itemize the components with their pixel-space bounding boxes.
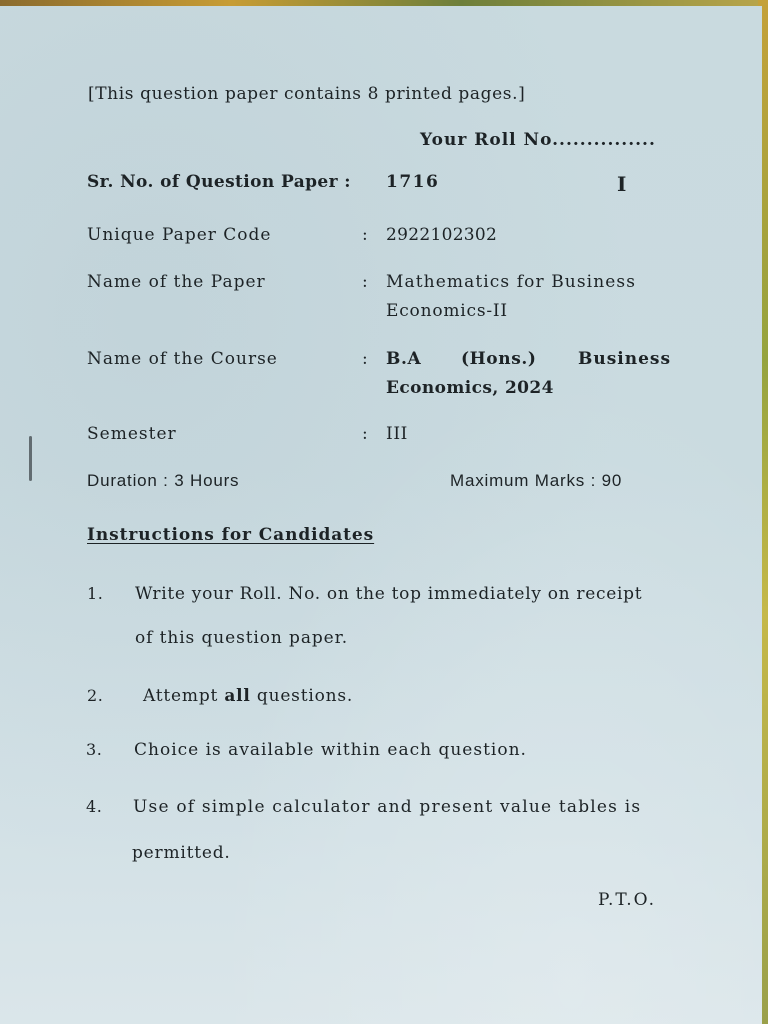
pages-note: [This question paper contains 8 printed pages.] bbox=[88, 84, 526, 104]
paper-name-label: Name of the Paper bbox=[87, 272, 266, 292]
instruction-4-line1: Use of simple calculator and present value tables is bbox=[133, 797, 642, 817]
duration: Duration : 3 Hours bbox=[87, 471, 240, 490]
detail-separator: : bbox=[362, 424, 369, 444]
instruction-1-line1: Write your Roll. No. on the top immediately on receipt bbox=[135, 584, 643, 604]
pen-mark bbox=[29, 436, 32, 481]
detail-separator: : bbox=[362, 272, 369, 292]
set-indicator: I bbox=[617, 172, 627, 196]
instruction-1-line2: of this question paper. bbox=[135, 628, 349, 648]
instruction-4-line2: permitted. bbox=[132, 843, 231, 863]
paper-name-line1: Mathematics for Business bbox=[386, 272, 637, 292]
unique-paper-code-value: 2922102302 bbox=[386, 225, 498, 245]
course-name-degree: B.A bbox=[386, 349, 422, 369]
please-turn-over: P.T.O. bbox=[598, 890, 656, 910]
course-name-hons: (Hons.) bbox=[461, 349, 537, 369]
instruction-2-pre: Attempt bbox=[143, 686, 225, 706]
instruction-number: 3. bbox=[86, 740, 103, 759]
instruction-3: Choice is available within each question. bbox=[134, 740, 527, 760]
instruction-number: 4. bbox=[86, 797, 103, 816]
roll-number-field: Your Roll No............... bbox=[420, 130, 656, 150]
instruction-2-post: questions. bbox=[250, 686, 354, 706]
maximum-marks: Maximum Marks : 90 bbox=[450, 471, 623, 490]
instruction-2-emphasis: all bbox=[224, 686, 251, 706]
instruction-number: 1. bbox=[87, 584, 104, 603]
paper-name-line2: Economics-II bbox=[386, 301, 508, 321]
course-name-subject: Business bbox=[578, 349, 672, 369]
detail-separator: : bbox=[362, 225, 369, 245]
course-name-line2: Economics, 2024 bbox=[386, 378, 554, 398]
question-paper-page bbox=[0, 6, 762, 1024]
semester-label: Semester bbox=[87, 424, 177, 444]
semester-value: III bbox=[386, 424, 408, 444]
serial-number-value: 1716 bbox=[386, 172, 440, 192]
instruction-number: 2. bbox=[87, 686, 104, 705]
instructions-heading: Instructions for Candidates bbox=[87, 525, 375, 545]
instruction-2 bbox=[143, 686, 353, 706]
detail-separator: : bbox=[362, 349, 369, 369]
course-name-label: Name of the Course bbox=[87, 349, 278, 369]
serial-number-label: Sr. No. of Question Paper : bbox=[87, 172, 351, 192]
unique-paper-code-label: Unique Paper Code bbox=[87, 225, 272, 245]
